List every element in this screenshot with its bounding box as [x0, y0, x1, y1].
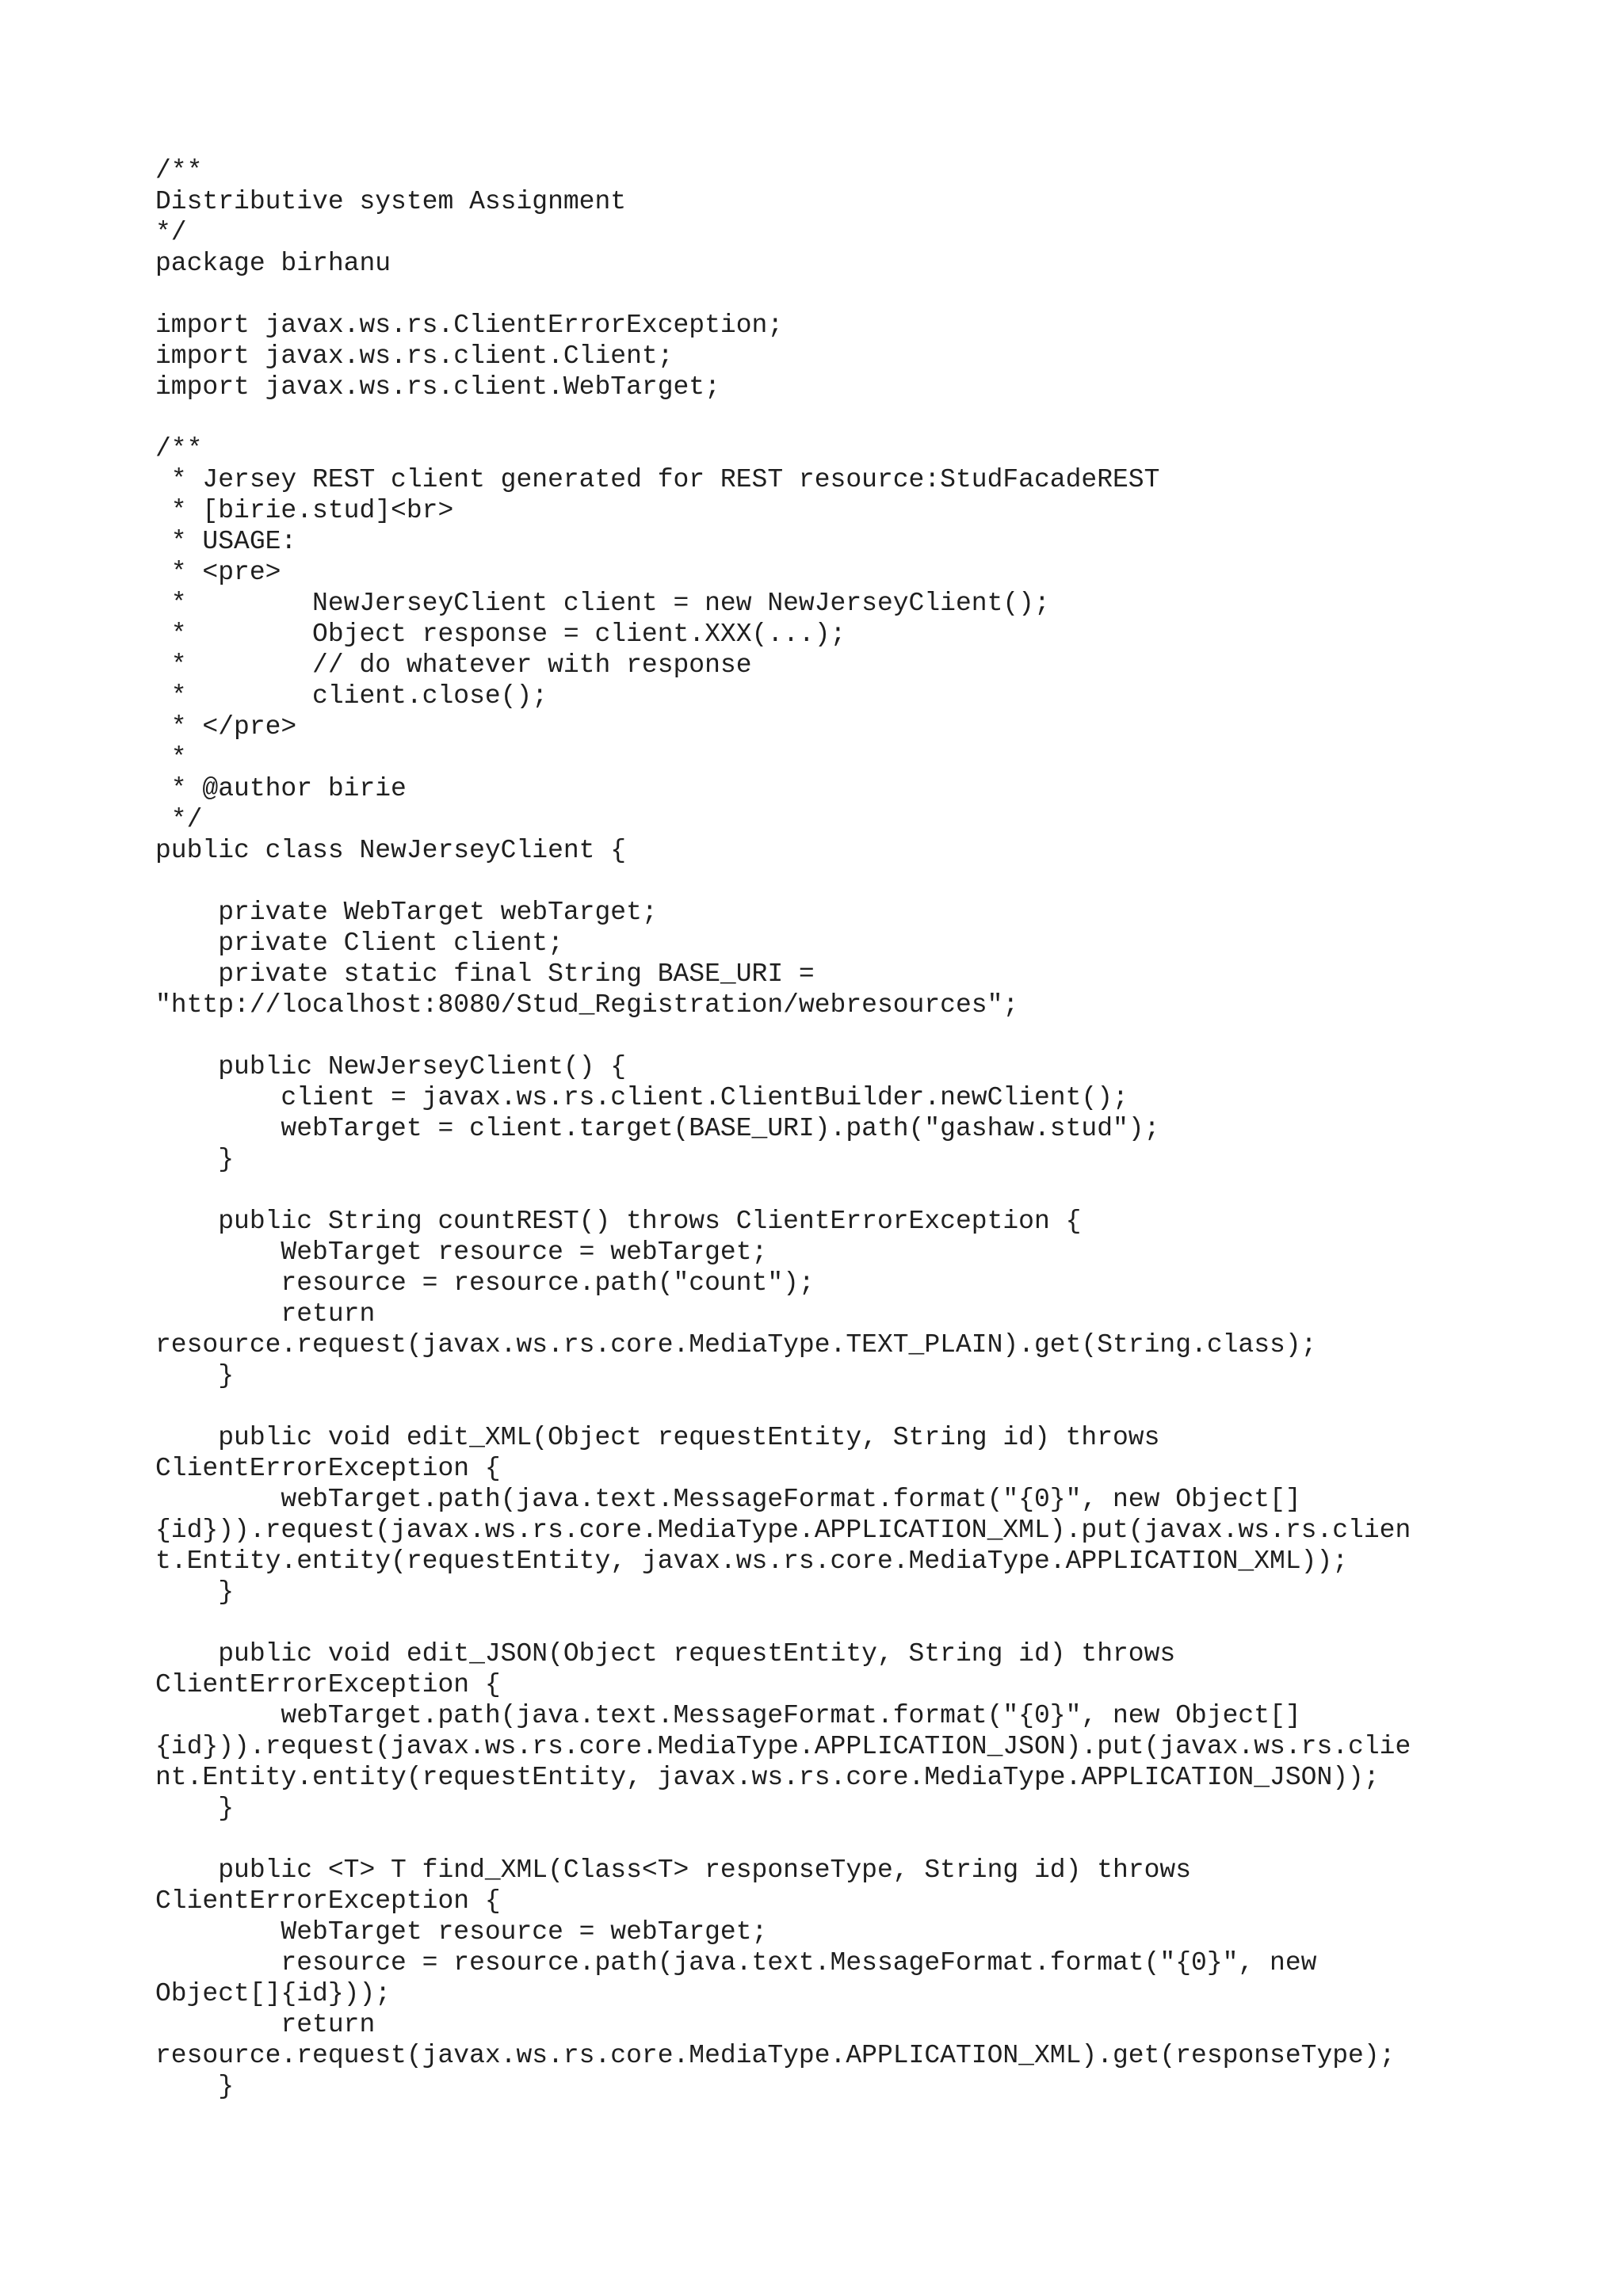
code-line: Object[]{id}));: [155, 1979, 391, 2008]
code-line: [155, 866, 1411, 897]
code-line: t.Entity.entity(requestEntity, javax.ws.rs.core.MediaType.APPLICATION_XML));: [155, 1547, 1349, 1576]
code-line: [155, 1824, 1411, 1855]
code-line: import javax.ws.rs.ClientErrorException;: [155, 311, 784, 340]
code-line: Distributive system Assignment: [155, 187, 627, 216]
code-line: }: [155, 1145, 235, 1174]
code-line: nt.Entity.entity(requestEntity, javax.ws.rs.core.MediaType.APPLICATION_JSON));: [155, 1763, 1380, 1792]
code-line: webTarget.path(java.text.MessageFormat.format("{0}", new Object[]: [155, 1701, 1301, 1730]
code-line: WebTarget resource = webTarget;: [155, 1917, 768, 1947]
code-line: */: [155, 218, 187, 247]
code-line: /**: [155, 156, 203, 185]
code-line: ClientErrorException {: [155, 1454, 501, 1483]
code-line: [155, 1608, 1411, 1638]
code-line: resource.request(javax.ws.rs.core.MediaType.TEXT_PLAIN).get(String.class);: [155, 1330, 1317, 1360]
code-line: }: [155, 1361, 235, 1390]
code-line: resource.request(javax.ws.rs.core.MediaType.APPLICATION_XML).get(responseType);: [155, 2041, 1396, 2070]
code-line: * USAGE:: [155, 527, 297, 556]
code-line: /**: [155, 434, 203, 463]
code-line: }: [155, 1577, 235, 1607]
code-line: WebTarget resource = webTarget;: [155, 1238, 768, 1267]
code-line: }: [155, 2072, 235, 2101]
code-line: private WebTarget webTarget;: [155, 898, 658, 927]
code-line: import javax.ws.rs.client.WebTarget;: [155, 372, 720, 402]
code-line: public NewJerseyClient() {: [155, 1052, 627, 1081]
code-line: public void edit_XML(Object requestEntity, String id) throws: [155, 1423, 1160, 1452]
code-line: public String countREST() throws ClientErrorException {: [155, 1207, 1082, 1236]
code-line: *: [155, 743, 187, 772]
code-line: * // do whatever with response: [155, 650, 752, 680]
code-line: public <T> T find_XML(Class<T> responseType, String id) throws: [155, 1855, 1192, 1885]
code-line: private static final String BASE_URI =: [155, 959, 815, 989]
code-line: resource = resource.path("count");: [155, 1268, 815, 1298]
code-line: */: [155, 805, 203, 834]
code-line: * @author birie: [155, 774, 407, 803]
code-line: package birhanu: [155, 249, 391, 278]
code-line: webTarget.path(java.text.MessageFormat.format("{0}", new Object[]: [155, 1485, 1301, 1514]
code-listing: [155, 155, 1411, 2102]
code-line: [155, 1020, 1411, 1051]
code-line: import javax.ws.rs.client.Client;: [155, 341, 674, 371]
code-line: webTarget = client.target(BASE_URI).path("gashaw.stud");: [155, 1114, 1160, 1143]
code-line: {id})).request(javax.ws.rs.core.MediaType.APPLICATION_JSON).put(javax.ws.rs.clie: [155, 1732, 1411, 1761]
code-line: }: [155, 1794, 235, 1823]
code-line: * NewJerseyClient client = new NewJerseyClient();: [155, 589, 1050, 618]
code-line: return: [155, 2010, 376, 2039]
code-line: [155, 1175, 1411, 1206]
code-line: {id})).request(javax.ws.rs.core.MediaType.APPLICATION_XML).put(javax.ws.rs.clien: [155, 1516, 1411, 1545]
code-line: [155, 402, 1411, 433]
code-line: resource = resource.path(java.text.MessageFormat.format("{0}", new: [155, 1948, 1317, 1978]
code-line: public class NewJerseyClient {: [155, 836, 627, 865]
code-line: * client.close();: [155, 681, 548, 711]
code-line: * [birie.stud]<br>: [155, 496, 454, 525]
code-line: public void edit_JSON(Object requestEntity, String id) throws: [155, 1639, 1176, 1669]
code-line: return: [155, 1299, 376, 1329]
code-line: * Jersey REST client generated for REST resource:StudFacadeREST: [155, 465, 1160, 494]
code-line: * Object response = client.XXX(...);: [155, 620, 846, 649]
code-line: * <pre>: [155, 558, 281, 587]
code-line: "http://localhost:8080/Stud_Registration/webresources";: [155, 990, 1019, 1020]
code-line: private Client client;: [155, 929, 563, 958]
code-line: * </pre>: [155, 712, 297, 742]
code-line: ClientErrorException {: [155, 1886, 501, 1916]
code-line: ClientErrorException {: [155, 1670, 501, 1699]
code-line: [155, 279, 1411, 310]
code-line: client = javax.ws.rs.client.ClientBuilder.newClient();: [155, 1083, 1128, 1112]
code-line: [155, 1391, 1411, 1422]
